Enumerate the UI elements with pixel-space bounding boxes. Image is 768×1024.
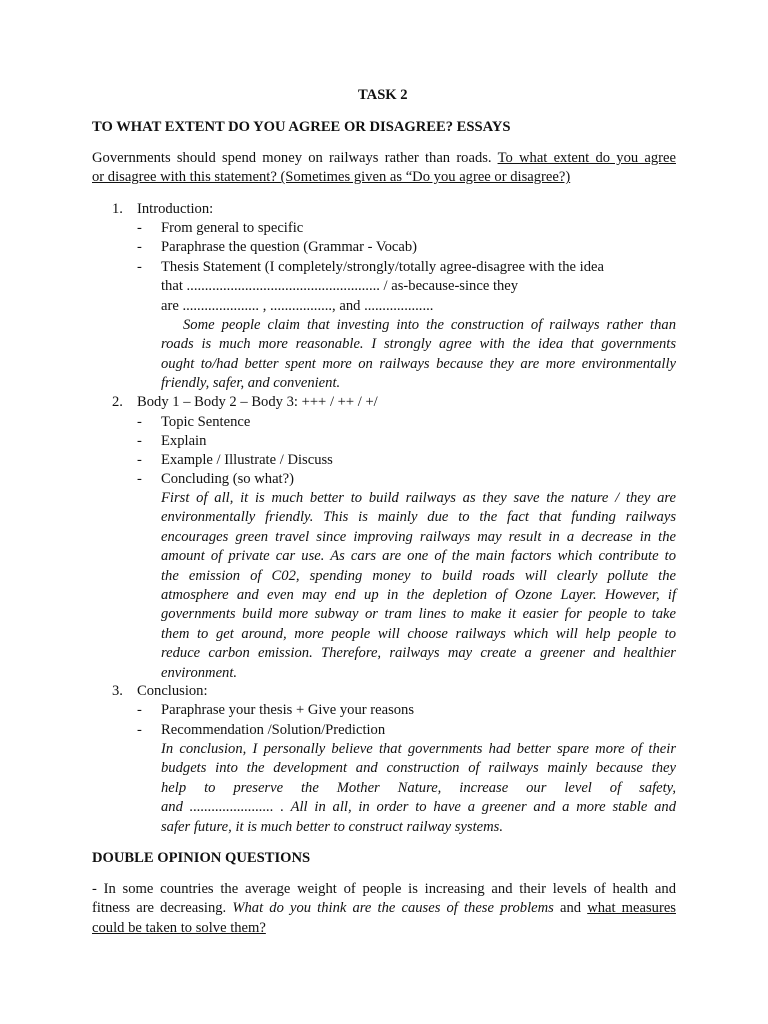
item-3-label: Conclusion: xyxy=(137,683,208,699)
bullet-dash: - xyxy=(137,702,142,718)
item-2-number: 2. xyxy=(112,394,123,410)
bullet-dash: - xyxy=(137,220,142,236)
essay-prompt xyxy=(92,149,676,188)
bullet-dash: - xyxy=(137,452,142,468)
list-item: Paraphrase the question (Grammar - Vocab) xyxy=(161,239,417,255)
list-item: Concluding (so what?) xyxy=(161,471,294,487)
thesis-template-line-3: are ..................... , ................., and ................... xyxy=(161,298,434,314)
double-opinion-prompt-line-2: fitness are decreasing. What do you think are the causes of these problems and what measures xyxy=(92,900,676,917)
item-3-number: 3. xyxy=(112,683,123,699)
list-item: From general to specific xyxy=(161,220,304,236)
task-title: TASK 2 xyxy=(358,87,408,103)
bullet-dash: - xyxy=(137,722,142,738)
list-item: Example / Illustrate / Discuss xyxy=(161,452,333,468)
introduction-example: Some people claim that investing into the construction of railways rather than roads is much more reasonable. I strongly agree with the idea that governments ought to/had better spent more on railways because they are more environmentally friendly, safer, and convenient. xyxy=(161,317,676,392)
essay-prompt-line-1: Governments should spend money on railways rather than roads. To what extent do you agree xyxy=(92,150,676,166)
section-heading-agree-disagree: TO WHAT EXTENT DO YOU AGREE OR DISAGREE? ESSAYS xyxy=(92,119,511,135)
item-1-label: Introduction: xyxy=(137,201,214,217)
conclusion-example: In conclusion, I personally believe that governments had better spare more of their budgets into the development and construction of railways mainly because they help to preserve the Mother Nature, increase our level of safety, and ....................... . All in all, in order to have a greener and a more stable and safer future, it is much better to construct railway systems. xyxy=(161,741,676,835)
double-opinion-prompt: - In some countries the average weight of people is increasing and their levels of health and fitness are decreasing. What do you think are the causes of these problems and what measures could be taken to solve them? xyxy=(92,881,676,936)
list-item: Topic Sentence xyxy=(161,414,251,430)
list-item: Paraphrase your thesis + Give your reasons xyxy=(161,702,415,718)
section-heading-double-opinion: DOUBLE OPINION QUESTIONS xyxy=(92,850,311,866)
bullet-dash: - xyxy=(137,259,142,275)
bullet-dash: - xyxy=(137,433,142,449)
list-item: Thesis Statement (I completely/strongly/totally agree-disagree with the idea xyxy=(161,259,604,275)
list-item: Recommendation /Solution/Prediction xyxy=(161,722,386,738)
item-2-label: Body 1 – Body 2 – Body 3: +++ / ++ / +/ xyxy=(137,394,378,410)
thesis-template-line-2: that ..................................................... / as-because-since they xyxy=(161,278,519,294)
item-1-number: 1. xyxy=(112,201,123,217)
bullet-dash: - xyxy=(137,414,142,430)
body-example: First of all, it is much better to build railways as they save the nature / they are environmentally friendly. This is mainly due to the fact that funding railways encourages green travel since improving railways may result in a decrease in the amount of private car use. As cars are one of the main factors which contribute to the emission of C02, spending money to build roads will clearly pollute the atmosphere and even may end up in the depletion of Ozone Layer. However, if governments build more subway or tram lines to make it easier for people to take them to get around, more people will choose railways which will help people to reduce carbon emission. Therefore, railways may create a greener and healthier environment. xyxy=(161,490,676,681)
bullet-dash: - xyxy=(137,471,142,487)
list-item: Explain xyxy=(161,433,207,449)
essay-prompt-line-2: or disagree with this statement? (Sometimes given as “Do you agree or disagree?) xyxy=(92,169,571,186)
bullet-dash: - xyxy=(137,239,142,255)
